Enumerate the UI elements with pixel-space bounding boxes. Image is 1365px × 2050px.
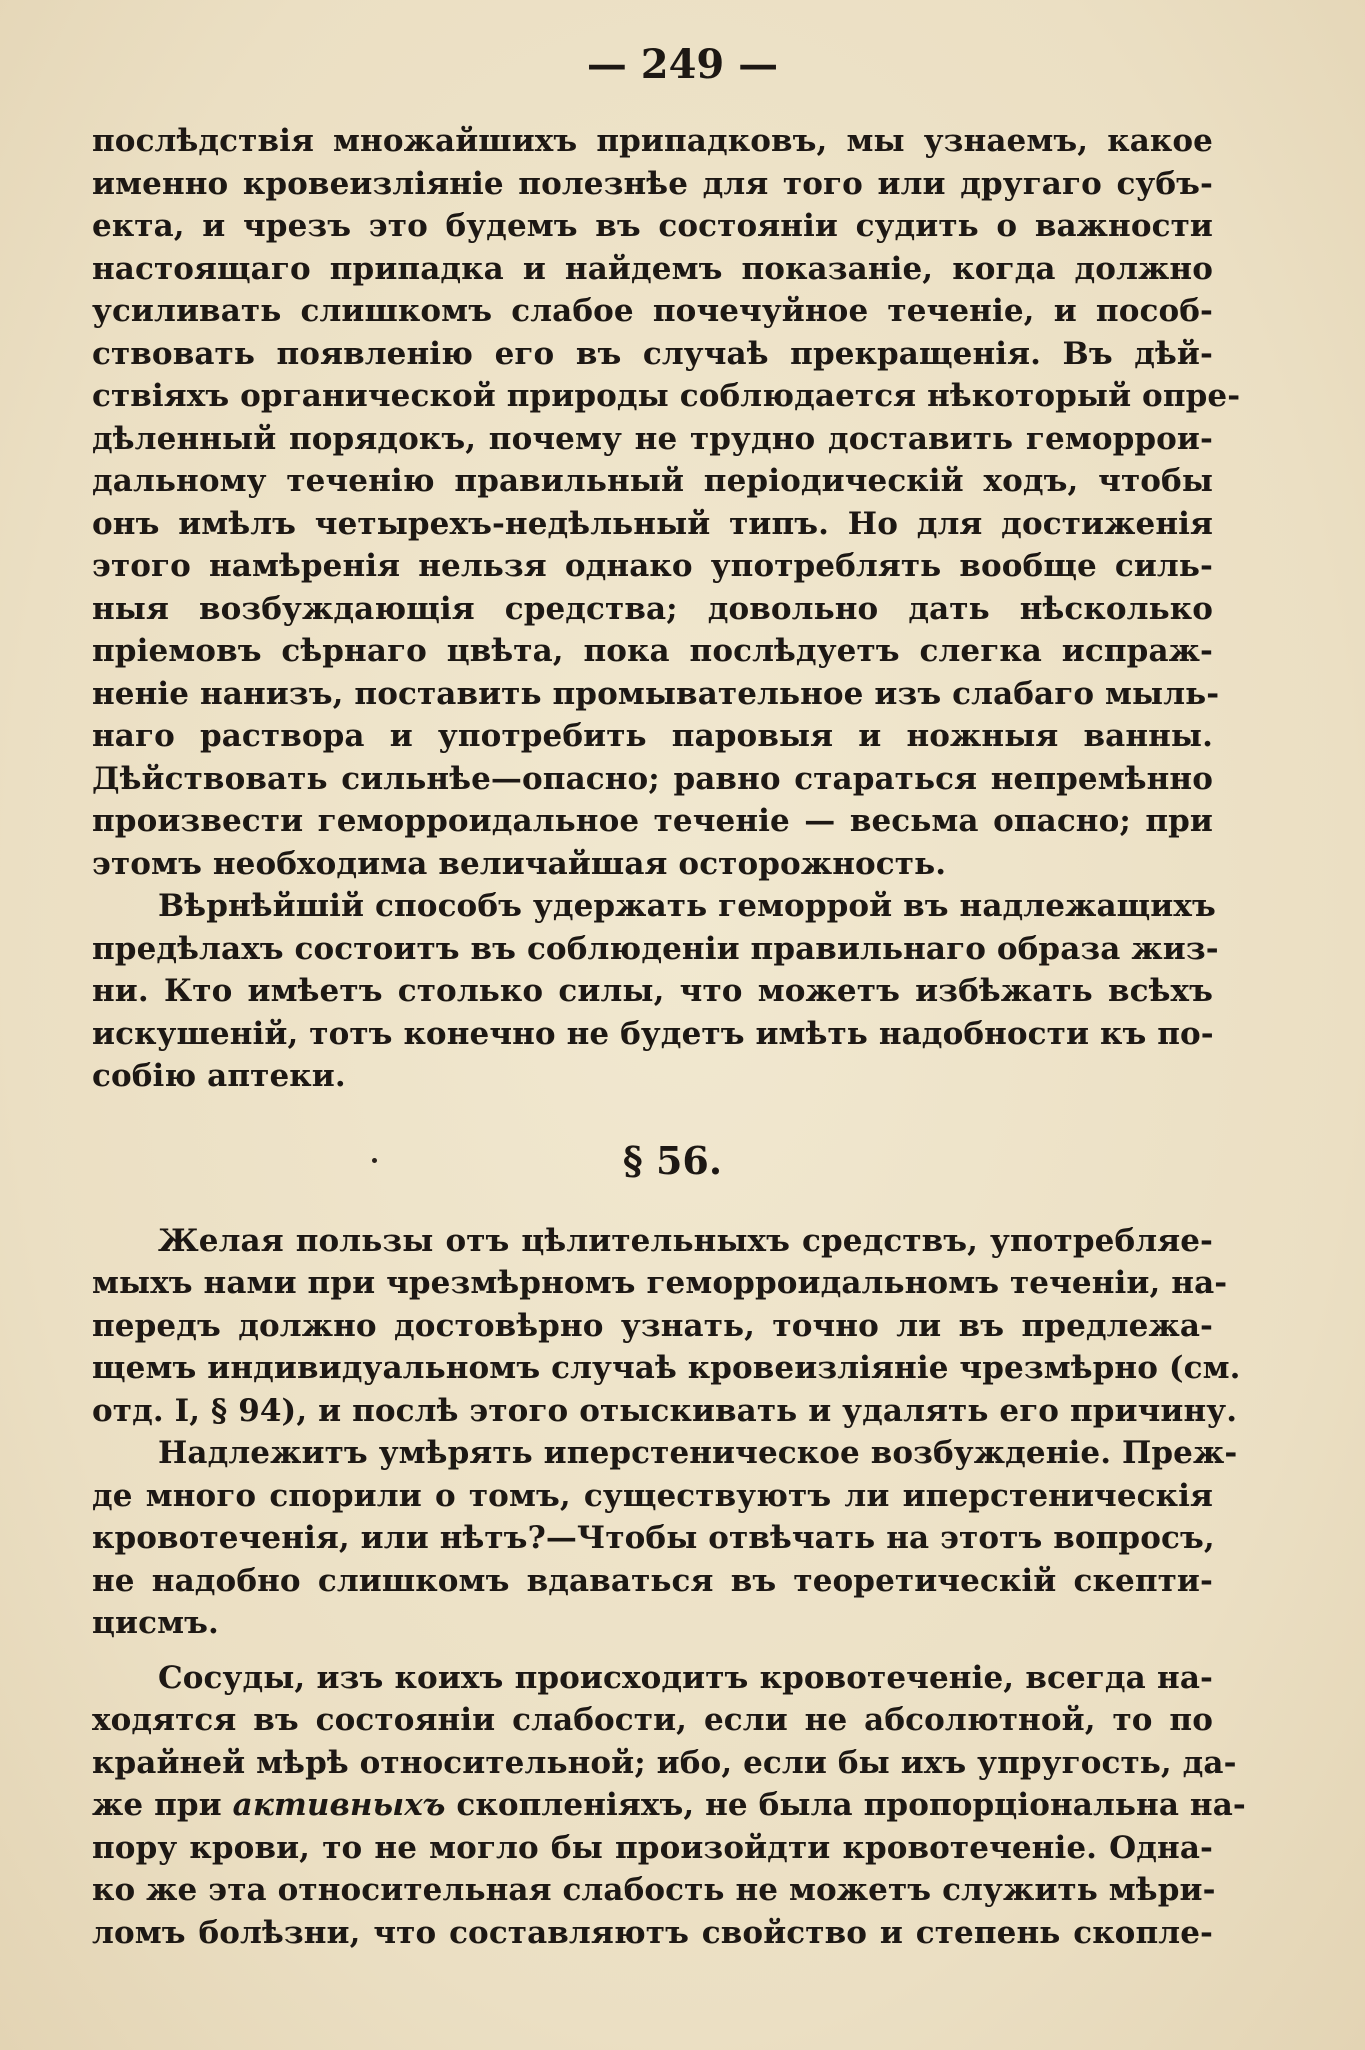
text-line: отд. I, § 94), и послѣ этого отыскивать и удалять его причину.: [92, 1392, 1238, 1429]
paragraph-5: [92, 1657, 1246, 1955]
text-line: наго раствора и употребить паровыя и ножныя ванны.: [92, 718, 1213, 754]
text-line: передъ должно достовѣрно узнать, точно ли въ предлежа-: [92, 1307, 1213, 1344]
paragraph-2: [92, 885, 1219, 1098]
text-line: Сосуды, изъ коихъ происходитъ кровотеченіе, всегда на-: [158, 1659, 1213, 1696]
text-fragment: скопленіяхъ, не была пропорціональна на-: [445, 1787, 1246, 1823]
text-line: кровотеченія, или нѣтъ?—Чтобы отвѣчать на этотъ вопросъ,: [92, 1520, 1215, 1556]
text-line: этомъ необходима величайшая осторожность.: [92, 845, 947, 882]
text-line: предѣлахъ состоитъ въ соблюденіи правильнаго образа жиз-: [92, 930, 1219, 967]
text-line: пору крови, то не могло бы произойдти кровотеченіе. Одна-: [92, 1829, 1213, 1866]
text-line: послѣдствія множайшихъ припадковъ, мы узнаемъ, какое: [92, 123, 1213, 159]
paragraph-4: [92, 1432, 1238, 1645]
text-line: ни. Кто имѣетъ столько силы, что можетъ избѣжать всѣхъ: [92, 973, 1213, 1009]
text-fragment: же при: [92, 1787, 233, 1823]
text-line: онъ имѣлъ четырехъ-недѣльный типъ. Но для достиженія: [92, 505, 1213, 542]
italic-word: активныхъ: [232, 1787, 446, 1823]
text-line: ствіяхъ органической природы соблюдается нѣкоторый опре-: [92, 378, 1241, 414]
text-line: щемъ индивидуальномъ случаѣ кровеизліяніе чрезмѣрно (см.: [92, 1350, 1241, 1386]
text-line: ныя возбуждающія средства; довольно дать нѣсколько: [92, 590, 1213, 627]
text-line: пріемовъ сѣрнаго цвѣта, пока послѣдуетъ слегка испраж-: [92, 633, 1213, 669]
text-line: Дѣйствовать сильнѣе—опасно; равно стараться непремѣнно: [92, 760, 1213, 797]
text-line: де много спорили о томъ, существуютъ ли иперстеническія: [92, 1477, 1213, 1514]
text-line: Желая пользы отъ цѣлительныхъ средствъ, употребляе-: [158, 1222, 1213, 1259]
text-line: искушеній, тотъ конечно не будетъ имѣть надобности къ по-: [92, 1015, 1214, 1052]
text-line: цисмъ.: [92, 1605, 219, 1641]
paragraph-1: [92, 120, 1241, 885]
text-line: ствовать появленію его въ случаѣ прекращенія. Въ дѣй-: [92, 335, 1213, 372]
text-line: Надлежитъ умѣрять иперстеническое возбужденіе. Преж-: [158, 1435, 1238, 1471]
section-number: § 56.: [622, 1137, 723, 1183]
text-line: этого намѣренія нельзя однако употреблять вообще силь-: [92, 548, 1213, 584]
text-line: не надобно слишкомъ вдаваться въ теоретическій скепти-: [92, 1562, 1213, 1599]
text-line: неніе нанизъ, поставить промывательное изъ слабаго мыль-: [92, 675, 1220, 712]
paragraph-3: [92, 1220, 1241, 1433]
text-line: усиливать слишкомъ слабое почечуйное теченіе, и пособ-: [92, 293, 1213, 329]
text-line: дальному теченію правильный періодическій ходъ, чтобы: [92, 463, 1213, 499]
text-line: ко же эта относительная слабость не можетъ служить мѣри-: [92, 1872, 1216, 1908]
text-line: мыхъ нами при чрезмѣрномъ геморроидальномъ теченіи, на-: [92, 1265, 1228, 1301]
text-line: ломъ болѣзни, что составляютъ свойство и степень скопле-: [92, 1914, 1213, 1951]
text-line: екта, и чрезъ это будемъ въ состояніи судить о важности: [92, 208, 1213, 244]
ink-dot: [372, 1158, 377, 1163]
section-heading: [92, 1134, 1213, 1188]
text-line: Вѣрнѣйшій способъ удержать геморрой въ надлежащихъ: [158, 888, 1216, 924]
text-line: собію аптеки.: [92, 1058, 346, 1094]
text-line: [92, 1784, 1246, 1827]
text-line: настоящаго припадка и найдемъ показаніе, когда должно: [92, 250, 1213, 287]
text-line: именно кровеизліяніе полезнѣе для того или другаго субъ-: [92, 165, 1213, 202]
text-line: крайней мѣрѣ относительной; ибо, если бы ихъ упругость, да-: [92, 1744, 1237, 1781]
text-line: произвести геморроидальное теченіе — весьма опасно; при: [92, 803, 1213, 839]
text-line: ходятся въ состояніи слабости, если не абсолютной, то по: [92, 1702, 1213, 1738]
text-line: дѣленный порядокъ, почему не трудно доставить геморрои-: [92, 420, 1213, 457]
page-number: — 249 —: [586, 41, 779, 88]
